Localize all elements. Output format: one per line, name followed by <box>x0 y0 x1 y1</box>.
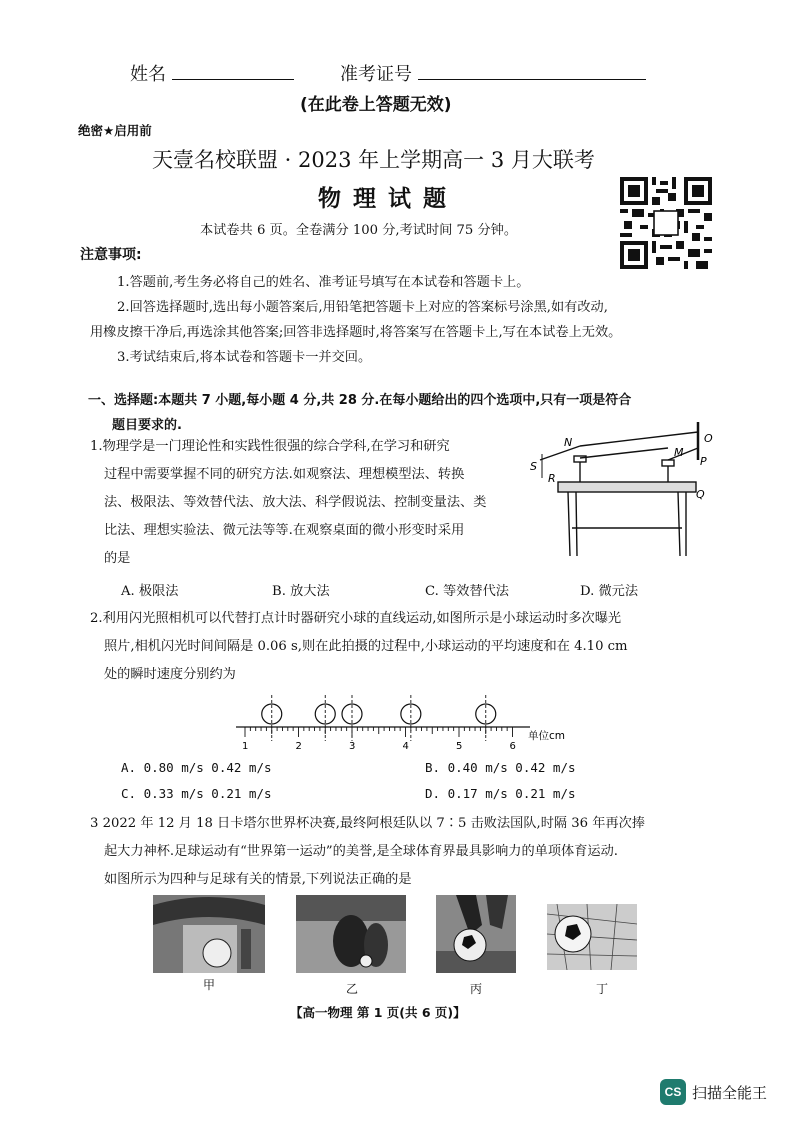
ruler-tick-label: 1 <box>242 741 249 752</box>
note-item: 1.答题前,考生务必将自己的姓名、准考证号填写在本试卷和答题卡上。 <box>117 275 530 290</box>
photo-label-yi: 乙 <box>346 982 359 996</box>
watermark-text: 扫描全能王 <box>692 1083 768 1102</box>
q2-line: 照片,相机闪光时间间隔是 0.06 s,则在此拍摄的过程中,小球运动的平均速度和在 4.10 cm <box>104 639 628 654</box>
subject-title: 物 理 试 题 <box>318 186 449 212</box>
q2-option-b: B. 0.40 m/s 0.42 m/s <box>425 760 576 775</box>
q2-option-d: D. 0.17 m/s 0.21 m/s <box>425 786 576 801</box>
fig-label-q: Q <box>696 488 705 501</box>
q2-option-c: C. 0.33 m/s 0.21 m/s <box>121 786 272 801</box>
note-item: 用橡皮擦干净后,再选涂其他答案;回答非选择题时,将答案写在答题卡上,写在本试卷上无效。 <box>90 325 622 340</box>
photo-ding <box>547 904 637 970</box>
q1-line: 法、极限法、等效替代法、放大法、科学假说法、控制变量法、类 <box>104 495 487 510</box>
fig-label-r: R <box>548 472 556 485</box>
q2-stem <box>90 605 730 689</box>
q3-line: 如图所示为四种与足球有关的情景,下列说法正确的是 <box>104 872 412 887</box>
q1-line: 的是 <box>104 551 131 566</box>
name-blank <box>172 61 294 80</box>
name-label: 姓名 <box>130 64 166 85</box>
q2-ruler-figure <box>230 695 575 757</box>
id-blank <box>418 61 646 80</box>
id-row <box>340 60 646 86</box>
ruler-tick-label: 5 <box>456 741 463 752</box>
q3-line: 3 2022 年 12 月 18 日卡塔尔世界杯决赛,最终阿根廷队以 7∶5 击败法国队,时隔 36 年再次捧 <box>90 816 645 831</box>
notes-heading: 注意事项: <box>80 247 142 263</box>
q1-line: 过程中需要掌握不同的研究方法.如观察法、理想模型法、转换 <box>104 467 465 482</box>
q2-line: 2.利用闪光照相机可以代替打点计时器研究小球的直线运动,如图所示是小球运动时多次曝光 <box>90 611 622 626</box>
photo-yi <box>296 895 406 973</box>
q1-option-b: B. 放大法 <box>272 584 330 599</box>
ruler-tick-label: 4 <box>402 741 409 752</box>
q1-option-c: C. 等效替代法 <box>425 584 509 599</box>
section-heading-cont: 题目要求的. <box>112 418 182 433</box>
section-heading: 一、选择题:本题共 7 小题,每小题 4 分,共 28 分.在每小题给出的四个选项中,只有一项是符合 <box>88 393 632 408</box>
ruler-tick-label: 3 <box>349 741 356 752</box>
fig-label-o: O <box>704 432 713 445</box>
q1-figure <box>530 420 720 560</box>
q1-line: 比法、理想实验法、微元法等等.在观察桌面的微小形变时采用 <box>104 523 465 538</box>
note-item: 2.回答选择题时,选出每小题答案后,用铅笔把答题卡上对应的答案标号涂黑,如有改动, <box>117 300 608 315</box>
ruler-tick-label: 6 <box>509 741 516 752</box>
note-item: 3.考试结束后,将本试卷和答题卡一并交回。 <box>117 350 372 365</box>
q1-line: 1.物理学是一门理论性和实践性很强的综合学科,在学习和研究 <box>90 439 450 454</box>
ruler-unit: 单位cm <box>528 730 566 742</box>
qr-code <box>620 177 712 269</box>
fig-label-p: P <box>700 455 707 468</box>
photo-jia <box>153 895 265 973</box>
cs-logo-icon: CS <box>660 1079 686 1105</box>
q2-option-a: A. 0.80 m/s 0.42 m/s <box>121 760 272 775</box>
q1-stem <box>90 433 530 573</box>
photo-label-bing: 丙 <box>470 982 483 996</box>
table-top <box>558 482 696 492</box>
secret-mark: 绝密★启用前 <box>78 123 152 138</box>
id-label: 准考证号 <box>340 64 412 85</box>
name-row <box>130 60 294 86</box>
photo-bing <box>436 895 516 973</box>
scanner-watermark <box>660 1079 767 1105</box>
q1-option-d: D. 微元法 <box>580 584 639 599</box>
photo-label-ding: 丁 <box>596 982 609 996</box>
ruler-tick-label: 2 <box>295 741 302 752</box>
page-footer: 【高一物理 第 1 页(共 6 页)】 <box>290 1005 466 1020</box>
fig-label-m: M <box>674 446 684 459</box>
fig-label-n: N <box>564 436 573 449</box>
q3-stem <box>90 810 730 894</box>
exam-title: 天壹名校联盟 · 2023 年上学期高一 3 月大联考 <box>152 148 595 172</box>
fig-label-s: S <box>530 460 537 473</box>
exam-info: 本试卷共 6 页。全卷满分 100 分,考试时间 75 分钟。 <box>200 223 518 238</box>
q2-line: 处的瞬时速度分别约为 <box>104 667 236 682</box>
q1-option-a: A. 极限法 <box>121 584 179 599</box>
invalid-note: (在此卷上答题无效) <box>300 95 452 115</box>
q3-line: 起大力神杯.足球运动有“世界第一运动”的美誉,是全球体育界最具影响力的单项体育运动. <box>104 844 618 859</box>
photo-label-jia: 甲 <box>203 978 216 992</box>
